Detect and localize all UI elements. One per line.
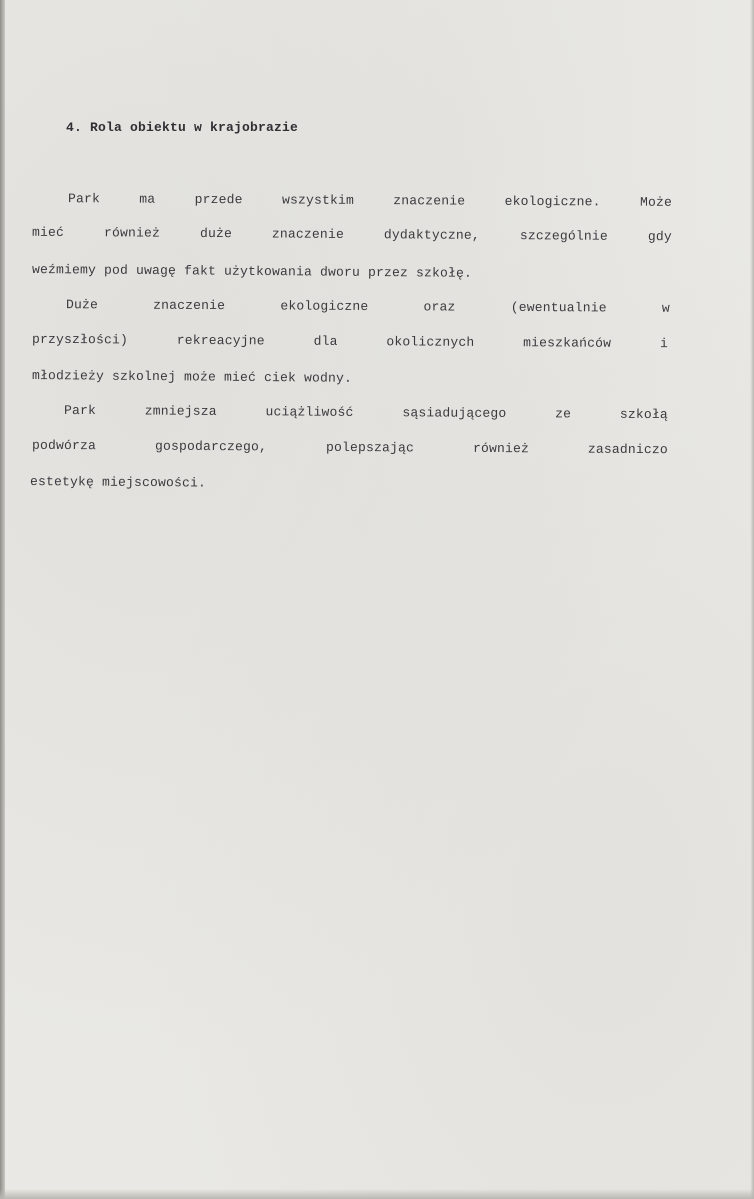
word: polepszając (325, 439, 415, 456)
paragraph-2-line-2 (32, 332, 668, 351)
page-bottom-edge (0, 1189, 754, 1199)
word: Park (67, 191, 101, 207)
word: mieć (31, 224, 65, 240)
word: rekreacyjne (176, 332, 265, 349)
word: wszystkim (281, 192, 355, 208)
paragraph-3-line-1 (64, 403, 668, 422)
word: gospodarczego, (154, 438, 268, 455)
paragraph-2-line-3: młodzieży szkolnej może mieć ciek wodny. (31, 368, 353, 386)
word: mieszkańców (523, 335, 612, 351)
word: zmniejsza (144, 403, 217, 419)
page-left-edge (0, 0, 5, 1199)
page-right-edge (750, 0, 754, 1199)
word: oraz (423, 299, 456, 315)
word: również (103, 225, 161, 241)
word: Duże (65, 297, 99, 313)
word: przyszłości) (31, 331, 129, 348)
word: Może (639, 194, 673, 210)
word: Park (63, 402, 97, 419)
word: ma (139, 191, 156, 207)
paragraph-1-line-3: weźmiemy pod uwagę fakt użytkowania dworu przez szkołę. (31, 262, 473, 281)
word: okolicznych (386, 334, 475, 350)
word: (ewentualnie (510, 299, 607, 316)
word: podwórza (31, 437, 97, 454)
word: ze (555, 406, 572, 422)
paragraph-2-line-1 (66, 297, 670, 316)
word: znaczenie (393, 193, 466, 209)
word: ekologiczne (280, 298, 369, 315)
word: dydaktyczne, (383, 227, 481, 243)
word: znaczenie (271, 226, 345, 242)
section-heading: 4. Rola obiektu w krajobrazie (66, 120, 299, 135)
paragraph-3-line-2 (32, 438, 668, 457)
word: dla (313, 333, 338, 349)
word: duże (199, 225, 233, 242)
word: szczególnie (519, 228, 608, 244)
paragraph-3-line-3: estetykę miejscowości. (29, 474, 207, 491)
word: uciążliwość (265, 404, 354, 420)
word: zasadniczo (587, 441, 669, 458)
paragraph-1-line-2 (32, 225, 672, 244)
word: i (659, 336, 669, 352)
word: gdy (647, 229, 672, 245)
word: również (472, 440, 530, 457)
word: ekologiczne. (504, 193, 601, 210)
word: znaczenie (153, 297, 226, 314)
word: sąsiadującego (402, 405, 507, 421)
word: szkołą (619, 406, 668, 423)
word: przede (194, 191, 243, 208)
paragraph-1-line-1 (68, 191, 672, 210)
word: w (661, 300, 670, 316)
